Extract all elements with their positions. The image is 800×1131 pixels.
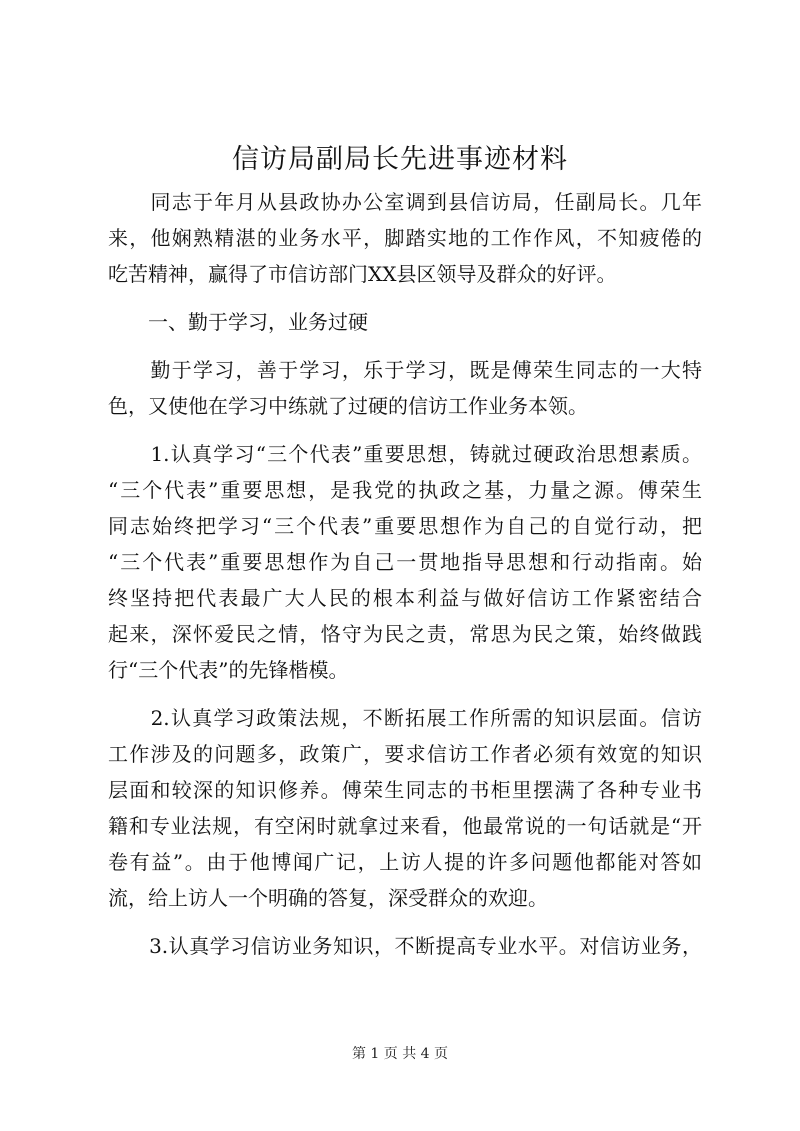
- text-line: 吃苦精神，赢得了市信访部门XX县区领导及群众的好评。: [108, 262, 617, 286]
- text-line: 起来，深怀爱民之情，恪守为民之责，常思为民之策，始终做践: [108, 622, 702, 646]
- text-line: 2.认真学习政策法规，不断拓展工作所需的知识层面。信访: [108, 706, 702, 730]
- text-line: 勤于学习，善于学习，乐于学习，既是傅荣生同志的一大特: [108, 358, 702, 382]
- text-line: 3.认真学习信访业务知识，不断提高专业水平。对信访业务，: [108, 934, 702, 958]
- text-line: 色，又使他在学习中练就了过硬的信访工作业务本领。: [108, 394, 588, 418]
- paragraph: [108, 436, 702, 688]
- text-line: 同志于年月从县政协办公室调到县信访局，任副局长。几年: [108, 190, 702, 214]
- text-line: 卷有益”。由于他博闻广记，上访人提的许多问题他都能对答如: [108, 850, 702, 874]
- document-title: 信访局副局长先进事迹材料: [232, 144, 568, 175]
- paragraph: [108, 700, 702, 916]
- paragraph: [108, 928, 702, 964]
- text-line: 行“三个代表”的先锋楷模。: [108, 658, 349, 682]
- paragraph: [108, 352, 702, 424]
- text-line: 1.认真学习“三个代表”重要思想，铸就过硬政治思想素质。: [108, 442, 702, 466]
- text-line: 终坚持把代表最广大人民的根本利益与做好信访工作紧密结合: [108, 586, 702, 610]
- section-heading: [108, 304, 702, 340]
- page-footer: 第 1 页 共 4 页: [351, 1046, 449, 1062]
- paragraph: [108, 184, 702, 292]
- text-line: 一、勤于学习，业务过硬: [108, 310, 368, 334]
- text-line: 流，给上访人一个明确的答复，深受群众的欢迎。: [108, 886, 548, 910]
- document-body: [108, 184, 702, 964]
- text-line: 同志始终把学习“三个代表”重要思想作为自己的自觉行动，把: [108, 514, 702, 538]
- text-line: 籍和专业法规，有空闲时就拿过来看，他最常说的一句话就是“开: [108, 814, 702, 838]
- text-line: “三个代表”重要思想，是我党的执政之基，力量之源。傅荣生: [108, 478, 702, 502]
- text-line: 工作涉及的问题多，政策广，要求信访工作者必须有效宽的知识: [108, 742, 702, 766]
- text-line: 层面和较深的知识修养。傅荣生同志的书柜里摆满了各种专业书: [108, 778, 702, 802]
- text-line: “三个代表”重要思想作为自己一贯地指导思想和行动指南。始: [108, 550, 702, 574]
- text-line: 来，他娴熟精湛的业务水平，脚踏实地的工作作风，不知疲倦的: [108, 226, 702, 250]
